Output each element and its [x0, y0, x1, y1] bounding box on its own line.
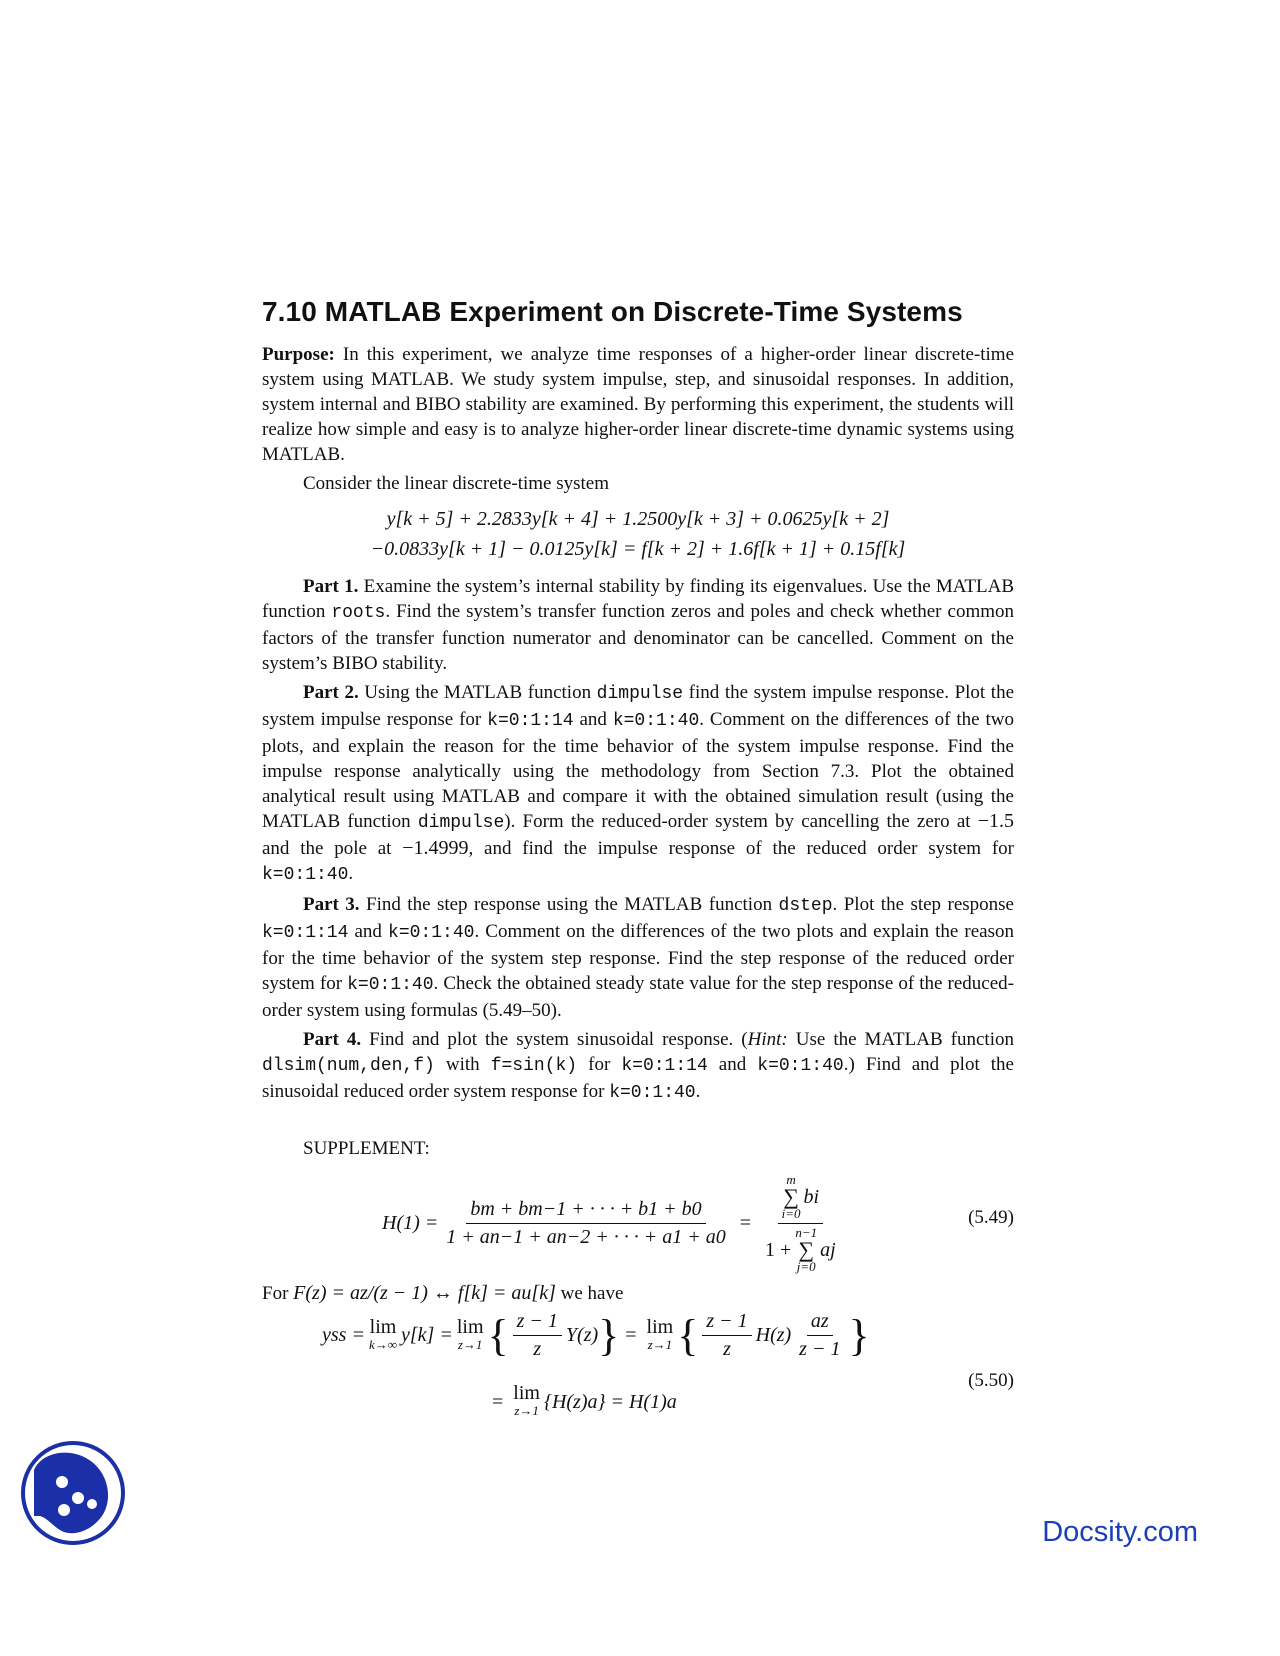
part2-text: ). Form the reduced-order system by cancelling the zero at [504, 811, 978, 832]
fraction-denominator: z [533, 1338, 542, 1360]
part2-text: and the pole at [262, 838, 403, 859]
sigma-icon: ∑ [783, 1184, 799, 1209]
part4-text: and [707, 1054, 758, 1075]
code-range: k=0:1:14 [621, 1056, 708, 1076]
section-title: 7.10 MATLAB Experiment on Discrete-Time Systems [262, 296, 963, 327]
code-range: k=0:1:40 [609, 1083, 696, 1103]
part4-paragraph [262, 1027, 1014, 1106]
eq550-line-2 [492, 1384, 677, 1420]
equation-5-49 [262, 1165, 1014, 1275]
purpose-paragraph [262, 342, 1014, 467]
fraction-denominator: z − 1 [799, 1338, 841, 1360]
purpose-label: Purpose: [262, 344, 335, 365]
part1-paragraph [262, 574, 1014, 676]
part4-text: Find and plot the system sinusoidal response. ( [361, 1029, 748, 1050]
for-line-text: For [262, 1283, 294, 1304]
fraction-numerator: z − 1 [702, 1310, 751, 1336]
sigma-icon: ∑ [798, 1237, 815, 1262]
code-roots: roots [331, 603, 386, 623]
eq549-sum-numerator [778, 1173, 823, 1224]
part1-label: Part 1. [303, 576, 359, 597]
part2-text: Using the MATLAB function [358, 682, 597, 703]
code-range: k=0:1:40 [388, 923, 475, 943]
part2-text: , and find the impulse response of the reduced order system for [468, 838, 1014, 859]
eq550-fraction-2 [702, 1310, 751, 1361]
sum-prefix: 1 + [765, 1238, 792, 1261]
system-equation-line-1: y[k + 5] + 2.2833y[k + 4] + 1.2500y[k + 3] + 0.0625y[k + 2] [386, 508, 890, 530]
purpose-text: In this experiment, we analyze time responses of a higher-order linear discrete-time system using MATLAB. We study system impulse, step, and sinusoidal responses. In addition, system internal and BIBO stability are examined. By performing this experiment, the students will realize how simple and easy is to analyze higher-order linear discrete-time dynamic systems using MATLAB. [262, 344, 1014, 465]
fraction-denominator: z [723, 1338, 731, 1360]
pole-value: −1.4999 [402, 837, 469, 859]
code-sin: f=sin(k) [490, 1056, 578, 1076]
part1-text: Examine the system’s internal stability by finding its eigenvalues. Use the MATLAB function [262, 576, 1014, 622]
code-dstep: dstep [778, 896, 833, 916]
lim-word: lim [513, 1382, 540, 1404]
lim-subscript: k→∞ [368, 1336, 397, 1352]
supplement-label: SUPPLEMENT: [303, 1138, 430, 1159]
sum-term: bi [803, 1185, 820, 1208]
lim-word: lim [369, 1315, 397, 1338]
part2-text: and [573, 709, 613, 730]
limit-operator [368, 1315, 397, 1354]
fraction-numerator: z − 1 [513, 1310, 562, 1336]
eq550-line-1 [322, 1310, 870, 1361]
part3-paragraph [262, 892, 1014, 1023]
docsity-logo-icon [20, 1440, 126, 1546]
lim-subscript: z→1 [457, 1336, 483, 1352]
eq549-lhs: H(1) = [382, 1212, 439, 1234]
page-content [262, 296, 1014, 1428]
sum-term: aj [820, 1238, 836, 1261]
code-range: k=0:1:40 [347, 975, 434, 995]
hint-label: Hint: [747, 1029, 788, 1050]
sum-upper-limit: m [786, 1172, 796, 1187]
part4-text: .) Find and plot the sinusoidal reduced order system response for [262, 1054, 1014, 1102]
part2-label: Part 2. [303, 682, 359, 703]
part3-label: Part 3. [303, 894, 360, 915]
part4-text: Use the MATLAB function [787, 1029, 1014, 1050]
part3-text: and [348, 921, 389, 942]
eq550-fraction-1 [513, 1310, 562, 1361]
right-brace-icon: } [598, 1310, 620, 1360]
limit-operator [456, 1315, 484, 1354]
eq550-lhs: yss = [322, 1324, 365, 1346]
equation-number-5-49: (5.49) [968, 1207, 1014, 1228]
part3-text: . Check the obtained steady state value for the step response of the reduced-order system using formulas (5.49–50). [262, 973, 1015, 1021]
part4-text: . [695, 1081, 701, 1102]
code-dimpulse: dimpulse [417, 813, 505, 833]
code-dlsim: dlsim(num,den,f) [262, 1056, 435, 1076]
system-equation [262, 504, 1014, 564]
consider-text: Consider the linear discrete-time system [303, 473, 610, 494]
lim-word: lim [646, 1315, 674, 1338]
eq550-term1: y[k] = [401, 1324, 453, 1346]
part4-text: with [434, 1054, 491, 1075]
lim-word: lim [456, 1315, 484, 1338]
eq550-line2-equals: = [492, 1390, 504, 1413]
eq549-denominator: 1 + an−1 + an−2 + · · · + a1 + a0 [446, 1226, 726, 1248]
equation-number-5-50: (5.50) [968, 1370, 1014, 1391]
part2-text: . Comment on the differences of the two plots, and explain the reason for the time behavior of the system impulse response. Find the impulse response analytically using the methodology from Section 7.3. Plot the obtained analytical result using MATLAB and compare it with the obtained simulation result (using the MATLAB function [262, 709, 1015, 832]
eq550-term3: H(z) [755, 1324, 792, 1346]
code-dimpulse: dimpulse [596, 684, 684, 704]
for-line [262, 1281, 1014, 1306]
sum-symbol [782, 1173, 801, 1221]
left-brace-icon: { [677, 1310, 699, 1360]
code-range: k=0:1:14 [262, 923, 349, 943]
for-line-math: F(z) = az/(z − 1) ↔ f[k] = au[k] [293, 1282, 556, 1304]
part3-text: . Plot the step response [832, 894, 1014, 915]
eq549-fraction [442, 1198, 729, 1249]
eq550-equals: = [625, 1324, 637, 1346]
code-range: k=0:1:40 [612, 711, 700, 731]
system-equation-line-2: −0.0833y[k + 1] − 0.0125y[k] = f[k + 2] + 1.6f[k + 1] + 0.15f[k] [370, 538, 906, 560]
docsity-brand-text[interactable]: Docsity.com [1042, 1516, 1198, 1548]
part4-label: Part 4. [303, 1029, 362, 1050]
sum-lower-limit: j=0 [796, 1259, 816, 1274]
part3-text: Find the step response using the MATLAB function [359, 894, 779, 915]
part1-text: . Find the system’s transfer function zeros and poles and check whether common factors of the transfer function numerator and denominator can be cancelled. Comment on the system’s BIBO stability. [262, 601, 1014, 674]
eq549-equals: = [739, 1212, 752, 1234]
sum-upper-limit: n−1 [795, 1225, 818, 1240]
left-brace-icon: { [487, 1310, 509, 1360]
eq550-fraction-3 [795, 1310, 844, 1361]
zero-value: −1.5 [977, 810, 1015, 832]
equation-5-50 [262, 1310, 1014, 1428]
part2-text: find the system impulse response. Plot the system impulse response for [262, 682, 1015, 730]
equation-5-49-body [382, 1173, 844, 1274]
sum-symbol [795, 1226, 817, 1274]
right-brace-icon: } [848, 1310, 870, 1360]
code-range: k=0:1:40 [262, 865, 349, 885]
limit-operator [513, 1384, 540, 1420]
eq549-sum-denominator [761, 1224, 840, 1274]
code-range: k=0:1:14 [487, 711, 574, 731]
eq550-term2: Y(z) [565, 1324, 599, 1346]
for-line-text: we have [555, 1283, 624, 1304]
fraction-numerator: az [807, 1310, 833, 1336]
part2-text: . [348, 863, 354, 884]
lim-subscript: z→1 [647, 1336, 673, 1352]
part2-paragraph [262, 680, 1014, 888]
limit-operator [646, 1315, 674, 1354]
eq549-numerator: bm + bm−1 + · · · + b1 + b0 [466, 1198, 705, 1224]
eq550-line2-rest: {H(z)a} = H(1)a [543, 1390, 677, 1413]
eq549-sum-fraction [761, 1173, 840, 1274]
docsity-logo-svg [20, 1440, 126, 1546]
part3-text: . Comment on the differences of the two plots and explain the reason for the time behavior of the system step response. Find the step response of the reduced order system for [262, 921, 1014, 994]
code-range: k=0:1:40 [757, 1056, 844, 1076]
part4-text: for [577, 1054, 622, 1075]
sum-lower-limit: i=0 [781, 1206, 801, 1221]
lim-subscript: z→1 [514, 1403, 539, 1418]
